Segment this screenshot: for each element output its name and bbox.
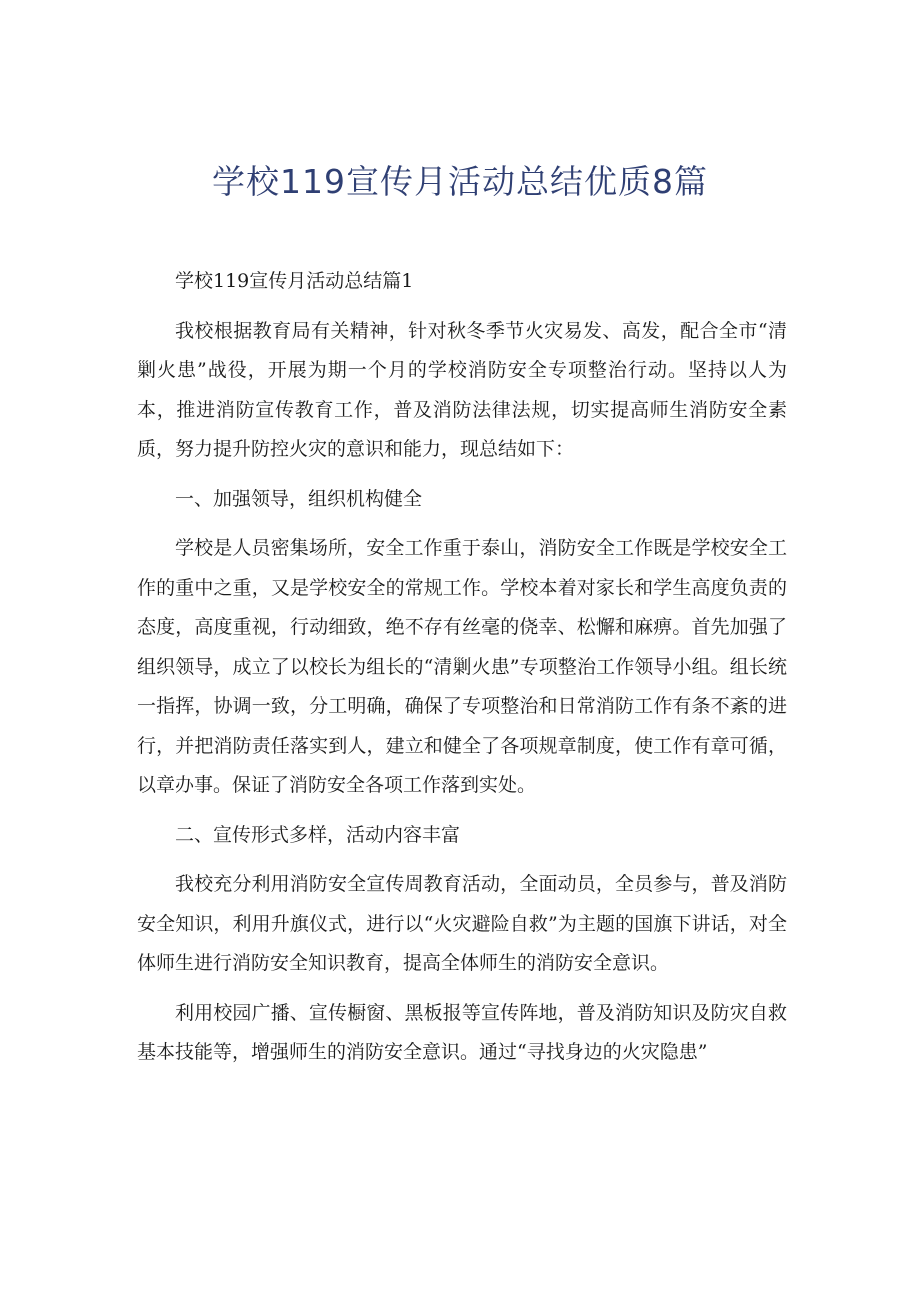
heading-leadership: 一、加强领导，组织机构健全	[175, 487, 423, 510]
document-body	[137, 262, 787, 1083]
document-title: 学校119宣传月活动总结优质8篇	[212, 162, 708, 201]
paragraph-intro: 我校根据教育局有关精神，针对秋冬季节火灾易发、高发，配合全市“清剿火患”战役，开展为期一个月的学校消防安全专项整治行动。坚持以人为本，推进消防宣传教育工作，普及消防法律法规，切实提高师生消防安全素质，努力提升防控火灾的意识和能力，现总结如下：	[137, 319, 787, 460]
paragraph-leadership: 学校是人员密集场所，安全工作重于泰山，消防安全工作既是学校安全工作的重中之重，又是学校安全的常规工作。学校本着对家长和学生高度负责的态度，高度重视，行动细致，绝不存有丝毫的侥幸、松懈和麻痹。首先加强了组织领导，成立了以校长为组长的“清剿火患”专项整治工作领导小组。组长统一指挥，协调一致，分工明确，确保了专项整治和日常消防工作有条不紊的进行，并把消防责任落实到人，建立和健全了各项规章制度，使工作有章可循，以章办事。保证了消防安全各项工作落到实处。	[137, 537, 787, 796]
heading-publicity: 二、宣传形式多样，活动内容丰富	[175, 823, 461, 846]
paragraph-publicity-2: 利用校园广播、宣传橱窗、黑板报等宣传阵地，普及消防知识及防灾自救基本技能等，增强师生的消防安全意识。通过“寻找身边的火灾隐患”	[137, 1001, 787, 1063]
section-title: 学校119宣传月活动总结篇1	[175, 270, 414, 292]
paragraph-publicity-1: 我校充分利用消防安全宣传周教育活动，全面动员，全员参与，普及消防安全知识，利用升旗仪式，进行以“火灾避险自救”为主题的国旗下讲话，对全体师生进行消防安全知识教育，提高全体师生的消防安全意识。	[137, 873, 787, 974]
